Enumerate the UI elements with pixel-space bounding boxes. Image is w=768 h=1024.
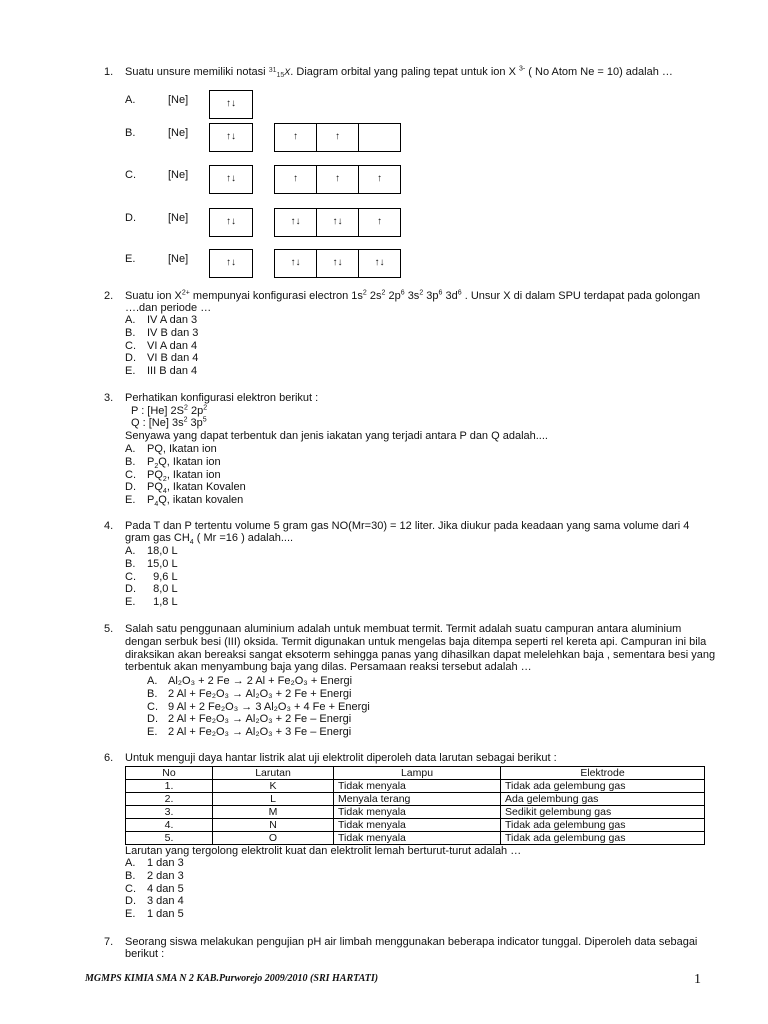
q6-stem-line1: Untuk menguji daya hantar listrik alat uji elektrolit diperoleh data larutan sebagai berikut : [125, 752, 557, 764]
orbital-box-p: ↑↓ [316, 208, 359, 237]
option-text [147, 494, 243, 507]
paragraph-line: Salah satu penggunaan aluminium adalah untuk membuat termit. Termit adalah suatu campuran antara aluminium [125, 623, 682, 635]
q6-number: 6. [104, 752, 114, 764]
q7-number: 7. [104, 936, 114, 948]
q1-notation: $^{31}_{15}$ [268, 67, 285, 80]
q3-config-q: Q : [Ne] $3s^2$ $3p^5$ [131, 416, 207, 429]
option-letter: C. [147, 700, 158, 713]
table-row [126, 806, 705, 819]
table-header-row [126, 767, 705, 780]
q4-stem-line1: Pada T dan P tertentu volume 5 gram gas NO(Mr=30) = 12 liter. Jika diukur pada keadaan yang sama volume dari 4 [125, 520, 690, 532]
option-text: 9,6 L [147, 570, 178, 583]
core-config: [Ne] [168, 127, 189, 139]
orbital-box-s: ↑↓ [209, 249, 253, 278]
option-letter: E. [147, 726, 158, 739]
option-letter: C. [125, 169, 136, 181]
option-text: IV B dan 3 [147, 326, 199, 339]
option-text: VI A dan 4 [147, 339, 198, 352]
q6-stem-line2: Larutan yang tergolong elektrolit kuat dan elektrolit lemah berturut-turut adalah … [125, 845, 522, 857]
orbital-box-p: ↑ [358, 165, 401, 194]
option-letter: A. [125, 545, 136, 557]
core-config: [Ne] [168, 169, 189, 181]
option-text: 9 Al + 2 Fe₂O₃ → 3 Al₂O₃ + 4 Fe + Energi [168, 700, 370, 713]
option-text [147, 456, 221, 469]
option-text-sub: 4 [162, 488, 167, 496]
electrolyte-table [125, 766, 705, 845]
option-letter: B. [125, 455, 136, 468]
q2-stem-line1: Suatu ion $X^{2+}$ mempunyai konfigurasi electron $1s^2$ $2s^2$ $2p^6$ $3s^2$ $3p^6$ $3d^6$ . Unsur X di dalam SPU terdapat pada golongan [125, 289, 701, 302]
table-cell: Menyala terang [334, 793, 501, 806]
option-text: 2 Al + Fe₂O₃ → Al₂O₃ + 2 Fe + Energi [168, 687, 352, 700]
q7-stem-line1: Seorang siswa melakukan pengujian pH air limbah menggunakan beberapa indicator tunggal. Diperoleh data sebagai [125, 936, 698, 948]
table-cell: Tidak menyala [334, 819, 501, 832]
orbital-box-p: ↑↓ [316, 249, 359, 278]
table-cell: Tidak menyala [334, 780, 501, 793]
option-letter: E. [125, 908, 136, 921]
q4-number: 4. [104, 520, 114, 532]
q3-config-p: P : [He] $2S^2$ $2p^2$ [131, 404, 208, 417]
orbital-box-p: ↑↓ [274, 249, 317, 278]
option-text: VI B dan 4 [147, 352, 199, 365]
option-text-b: Q, Ikatan ion [158, 455, 221, 468]
option-letter: A. [147, 675, 158, 687]
orbital-box-p: ↑ [274, 123, 317, 152]
core-config: [Ne] [168, 212, 189, 224]
core-config: [Ne] [168, 253, 189, 265]
footer-text: MGMPS KIMIA SMA N 2 KAB.Purworejo 2009/2010 (SRI HARTATI) [85, 973, 379, 984]
table-cell: K [213, 780, 334, 793]
option-letter: E. [125, 494, 136, 507]
option-letter: C. [125, 882, 136, 895]
option-text [147, 469, 221, 482]
orbital-box-p: ↑ [316, 165, 359, 194]
q3-number: 3. [104, 392, 114, 404]
option-letter: B. [125, 326, 136, 339]
option-letter: B. [125, 557, 136, 570]
table-cell: 2. [126, 793, 213, 806]
option-letter: C. [125, 339, 136, 352]
option-text: 3 dan 4 [147, 895, 184, 908]
q1-stem-a: Suatu unsure memiliki notasi [125, 66, 266, 78]
table-header-cell: Elektrode [501, 767, 705, 780]
q1-stem [125, 66, 673, 81]
orbital-box-s: ↑↓ [209, 165, 253, 194]
table-cell: Sedikit gelembung gas [501, 806, 705, 819]
table-row [126, 832, 705, 845]
option-text: III B dan 4 [147, 365, 198, 378]
table-row [126, 780, 705, 793]
option-text: 2 Al + Fe₂O₃ → Al₂O₃ + 3 Fe – Energi [168, 726, 352, 739]
option-text-a: P [147, 455, 155, 468]
option-letter: D. [125, 895, 136, 908]
option-text: 1 dan 3 [147, 857, 184, 869]
paragraph-line: diraksikan akan bereaksi sangat eksoterm sehingga panas yang dihasilkan dapat melelehkan baja , sementara besi yang [125, 648, 716, 661]
table-cell: Tidak menyala [334, 806, 501, 819]
option-letter: D. [125, 352, 136, 365]
table-cell: Tidak ada gelembung gas [501, 819, 705, 832]
table-cell: Tidak ada gelembung gas [501, 780, 705, 793]
option-letter: B. [125, 869, 136, 882]
orbital-box-p: ↑ [358, 208, 401, 237]
option-text-a: P [147, 494, 155, 507]
option-letter: A. [125, 94, 136, 106]
option-text: 15,0 L [147, 557, 178, 570]
page-number: 1 [694, 972, 701, 987]
q3-stem-line2: Senyawa yang dapat terbentuk dan jenis iakatan yang terjadi antara P dan Q adalah.... [125, 430, 548, 442]
option-text-b: Q, ikatan kovalen [158, 494, 244, 507]
q2-stem-line2: ….dan periode … [125, 302, 212, 314]
option-letter: E. [125, 253, 136, 265]
option-letter: E. [125, 596, 136, 609]
option-text-sub: 2 [162, 475, 167, 483]
q1-number: 1. [104, 66, 114, 78]
q1-stem-b: . Diagram orbital yang paling tepat untuk ion X [290, 66, 516, 78]
option-letter: D. [147, 713, 158, 726]
orbital-box-p [358, 123, 401, 152]
option-text-b: , Ikatan Kovalen [166, 481, 246, 494]
option-letter: A. [125, 443, 136, 455]
q7-stem-line2: berikut : [125, 948, 165, 960]
table-cell: N [213, 819, 334, 832]
option-letter: B. [147, 687, 158, 700]
option-text: 8,0 L [147, 583, 178, 596]
table-row [126, 793, 705, 806]
orbital-box-s: ↑↓ [209, 208, 253, 237]
orbital-box-p: ↑↓ [358, 249, 401, 278]
orbital-box-s: ↑↓ [209, 123, 253, 152]
table-header-cell: Larutan [213, 767, 334, 780]
option-text [147, 443, 217, 456]
q4-stem-line2: gram gas $CH_4$ ( Mr =16 ) adalah.... [125, 532, 294, 547]
q1-notation-symbol: X [284, 67, 291, 77]
option-text: 18,0 L [147, 545, 178, 557]
table-header-cell: Lampu [334, 767, 501, 780]
q3-stem-line1: Perhatikan konfigurasi elektron berikut : [125, 392, 319, 404]
option-letter: C. [125, 468, 136, 481]
option-text: 2 dan 3 [147, 869, 184, 882]
option-letter: D. [125, 583, 136, 596]
table-header-cell: No [126, 767, 213, 780]
table-cell: O [213, 832, 334, 845]
table-cell: Tidak ada gelembung gas [501, 832, 705, 845]
orbital-box-p: ↑↓ [274, 208, 317, 237]
paragraph-line: dengan serbuk besi (III) oksida. Termit digunakan untuk mengelas baja ditempa seperti rel kereta api. Campuran ini bila [125, 635, 707, 648]
option-text: 1,8 L [147, 596, 178, 609]
core-config: [Ne] [168, 94, 189, 106]
option-letter: A. [125, 314, 136, 326]
option-letter: C. [125, 570, 136, 583]
orbital-box-p: ↑ [274, 165, 317, 194]
option-text: 4 dan 5 [147, 882, 184, 895]
option-text-sub: 2 [154, 462, 159, 470]
q1-stem-c: ( No Atom Ne = 10) adalah … [528, 66, 673, 78]
option-letter: D. [125, 212, 136, 224]
option-text-a: PQ [147, 468, 163, 481]
table-cell: Ada gelembung gas [501, 793, 705, 806]
option-text [147, 481, 246, 494]
option-letter: D. [125, 481, 136, 494]
q2-number: 2. [104, 290, 114, 302]
table-cell: 4. [126, 819, 213, 832]
table-cell: 5. [126, 832, 213, 845]
option-letter: B. [125, 127, 136, 139]
option-text-sub: 4 [154, 501, 159, 509]
option-text: Al₂O₃ + 2 Fe → 2 Al + Fe₂O₃ + Energi [168, 675, 353, 687]
option-text-b: , Ikatan ion [166, 468, 221, 481]
option-letter: E. [125, 365, 136, 378]
orbital-box-p: ↑ [316, 123, 359, 152]
option-text: 1 dan 5 [147, 908, 184, 921]
orbital-box-s: ↑↓ [209, 90, 253, 119]
q1-charge: 3- [519, 65, 526, 73]
q5-number: 5. [104, 623, 114, 635]
paragraph-line: terbentuk akan menyambung baja yang dilas. Persamaan reaksi tersebut adalah … [125, 661, 532, 674]
table-cell: 1. [126, 780, 213, 793]
option-text: 2 Al + Fe₂O₃ → Al₂O₃ + 2 Fe – Energi [168, 713, 352, 726]
table-cell: Tidak menyala [334, 832, 501, 845]
option-text-a: PQ, Ikatan ion [147, 443, 217, 455]
option-text-a: PQ [147, 481, 163, 494]
table-cell: 3. [126, 806, 213, 819]
option-text: IV A dan 3 [147, 314, 198, 326]
table-cell: M [213, 806, 334, 819]
table-cell: L [213, 793, 334, 806]
table-row [126, 819, 705, 832]
option-letter: A. [125, 857, 136, 869]
